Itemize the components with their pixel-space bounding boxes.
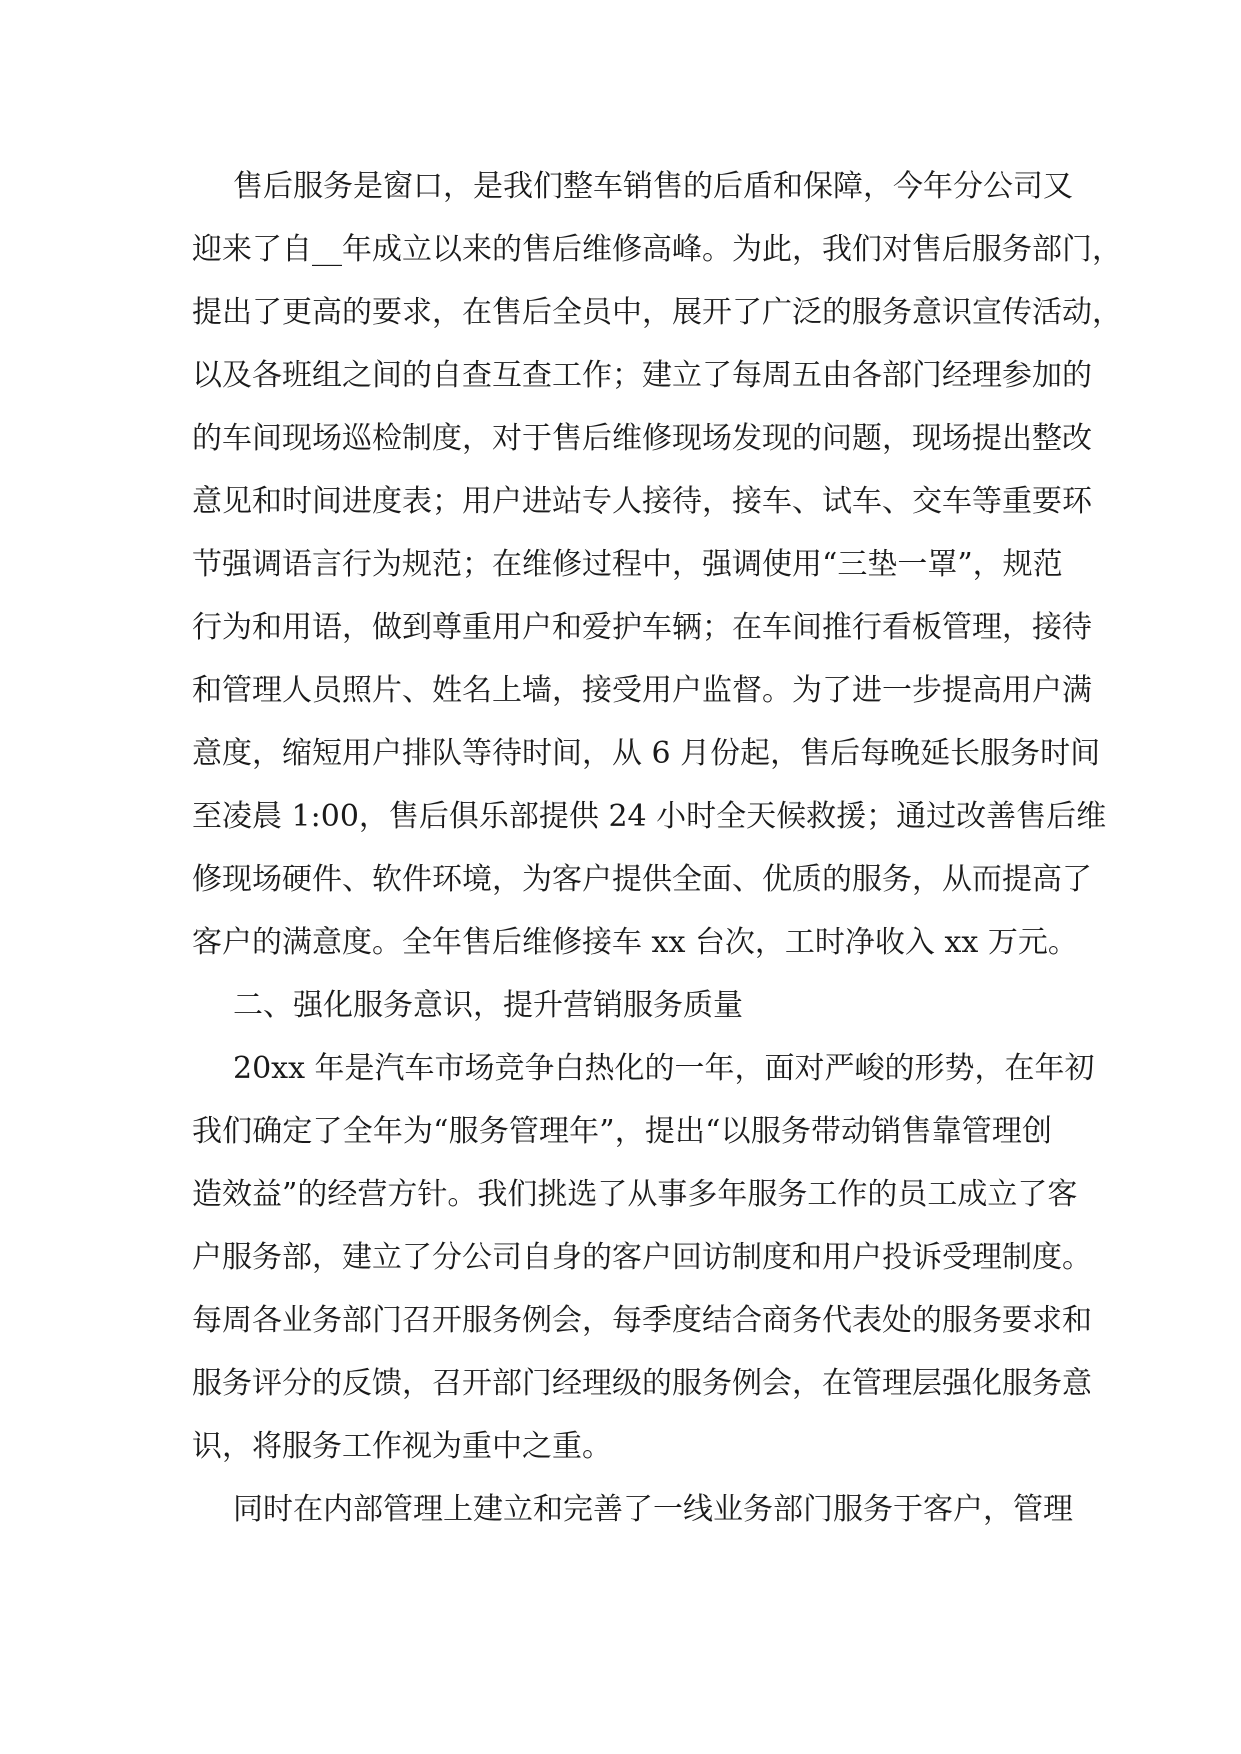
text-line: 每周各业务部门召开服务例会，每季度结合商务代表处的服务要求和 (192, 1303, 1092, 1338)
text-line: 以及各班组之间的自查互查工作；建立了每周五由各部门经理参加的 (192, 358, 1092, 393)
text-line: 至凌晨 1:00，售后俱乐部提供 24 小时全天候救援；通过改善售后维 (192, 799, 1107, 834)
text-line: 造效益”的经营方针。我们挑选了从事多年服务工作的员工成立了客 (192, 1177, 1078, 1212)
text-line: 修现场硬件、软件环境，为客户提供全面、优质的服务，从而提高了 (192, 862, 1092, 897)
text-line: 识，将服务工作视为重中之重。 (192, 1429, 612, 1464)
text-line: 意度，缩短用户排队等待时间，从 6 月份起，售后每晚延长服务时间 (192, 736, 1101, 771)
paragraph-internal-management (192, 1478, 1073, 1541)
body-text (192, 155, 1122, 1541)
text-line: 同时在内部管理上建立和完善了一线业务部门服务于客户，管理 (233, 1492, 1073, 1527)
text-line: 20xx 年是汽车市场竞争白热化的一年，面对严峻的形势，在年初 (233, 1051, 1095, 1086)
paragraph-after-sales (192, 155, 1122, 974)
text-line: 行为和用语，做到尊重用户和爱护车辆；在车间推行看板管理，接待 (192, 610, 1092, 645)
text-line: 迎来了自__年成立以来的售后维修高峰。为此，我们对售后服务部门， (192, 232, 1122, 267)
text-line: 提出了更高的要求，在售后全员中，展开了广泛的服务意识宣传活动， (192, 295, 1122, 330)
text-line: 意见和时间进度表；用户进站专人接待，接车、试车、交车等重要环 (192, 484, 1092, 519)
paragraph-service-year (192, 1037, 1095, 1478)
text-line: 的车间现场巡检制度，对于售后维修现场发现的问题，现场提出整改 (192, 421, 1092, 456)
text-line: 户服务部，建立了分公司自身的客户回访制度和用户投诉受理制度。 (192, 1240, 1092, 1275)
text-line: 节强调语言行为规范；在维修过程中，强调使用“三垫一罩”，规范 (192, 547, 1063, 582)
text-line: 售后服务是窗口，是我们整车销售的后盾和保障，今年分公司又 (233, 169, 1073, 204)
text-line: 和管理人员照片、姓名上墙，接受用户监督。为了进一步提高用户满 (192, 673, 1092, 708)
text-line: 我们确定了全年为“服务管理年”，提出“以服务带动销售靠管理创 (192, 1114, 1052, 1149)
section-heading (192, 974, 1052, 1037)
text-line: 服务评分的反馈，召开部门经理级的服务例会，在管理层强化服务意 (192, 1366, 1092, 1401)
heading-line: 二、强化服务意识，提升营销服务质量 (233, 988, 743, 1023)
text-line: 客户的满意度。全年售后维修接车 xx 台次，工时净收入 xx 万元。 (192, 925, 1078, 960)
